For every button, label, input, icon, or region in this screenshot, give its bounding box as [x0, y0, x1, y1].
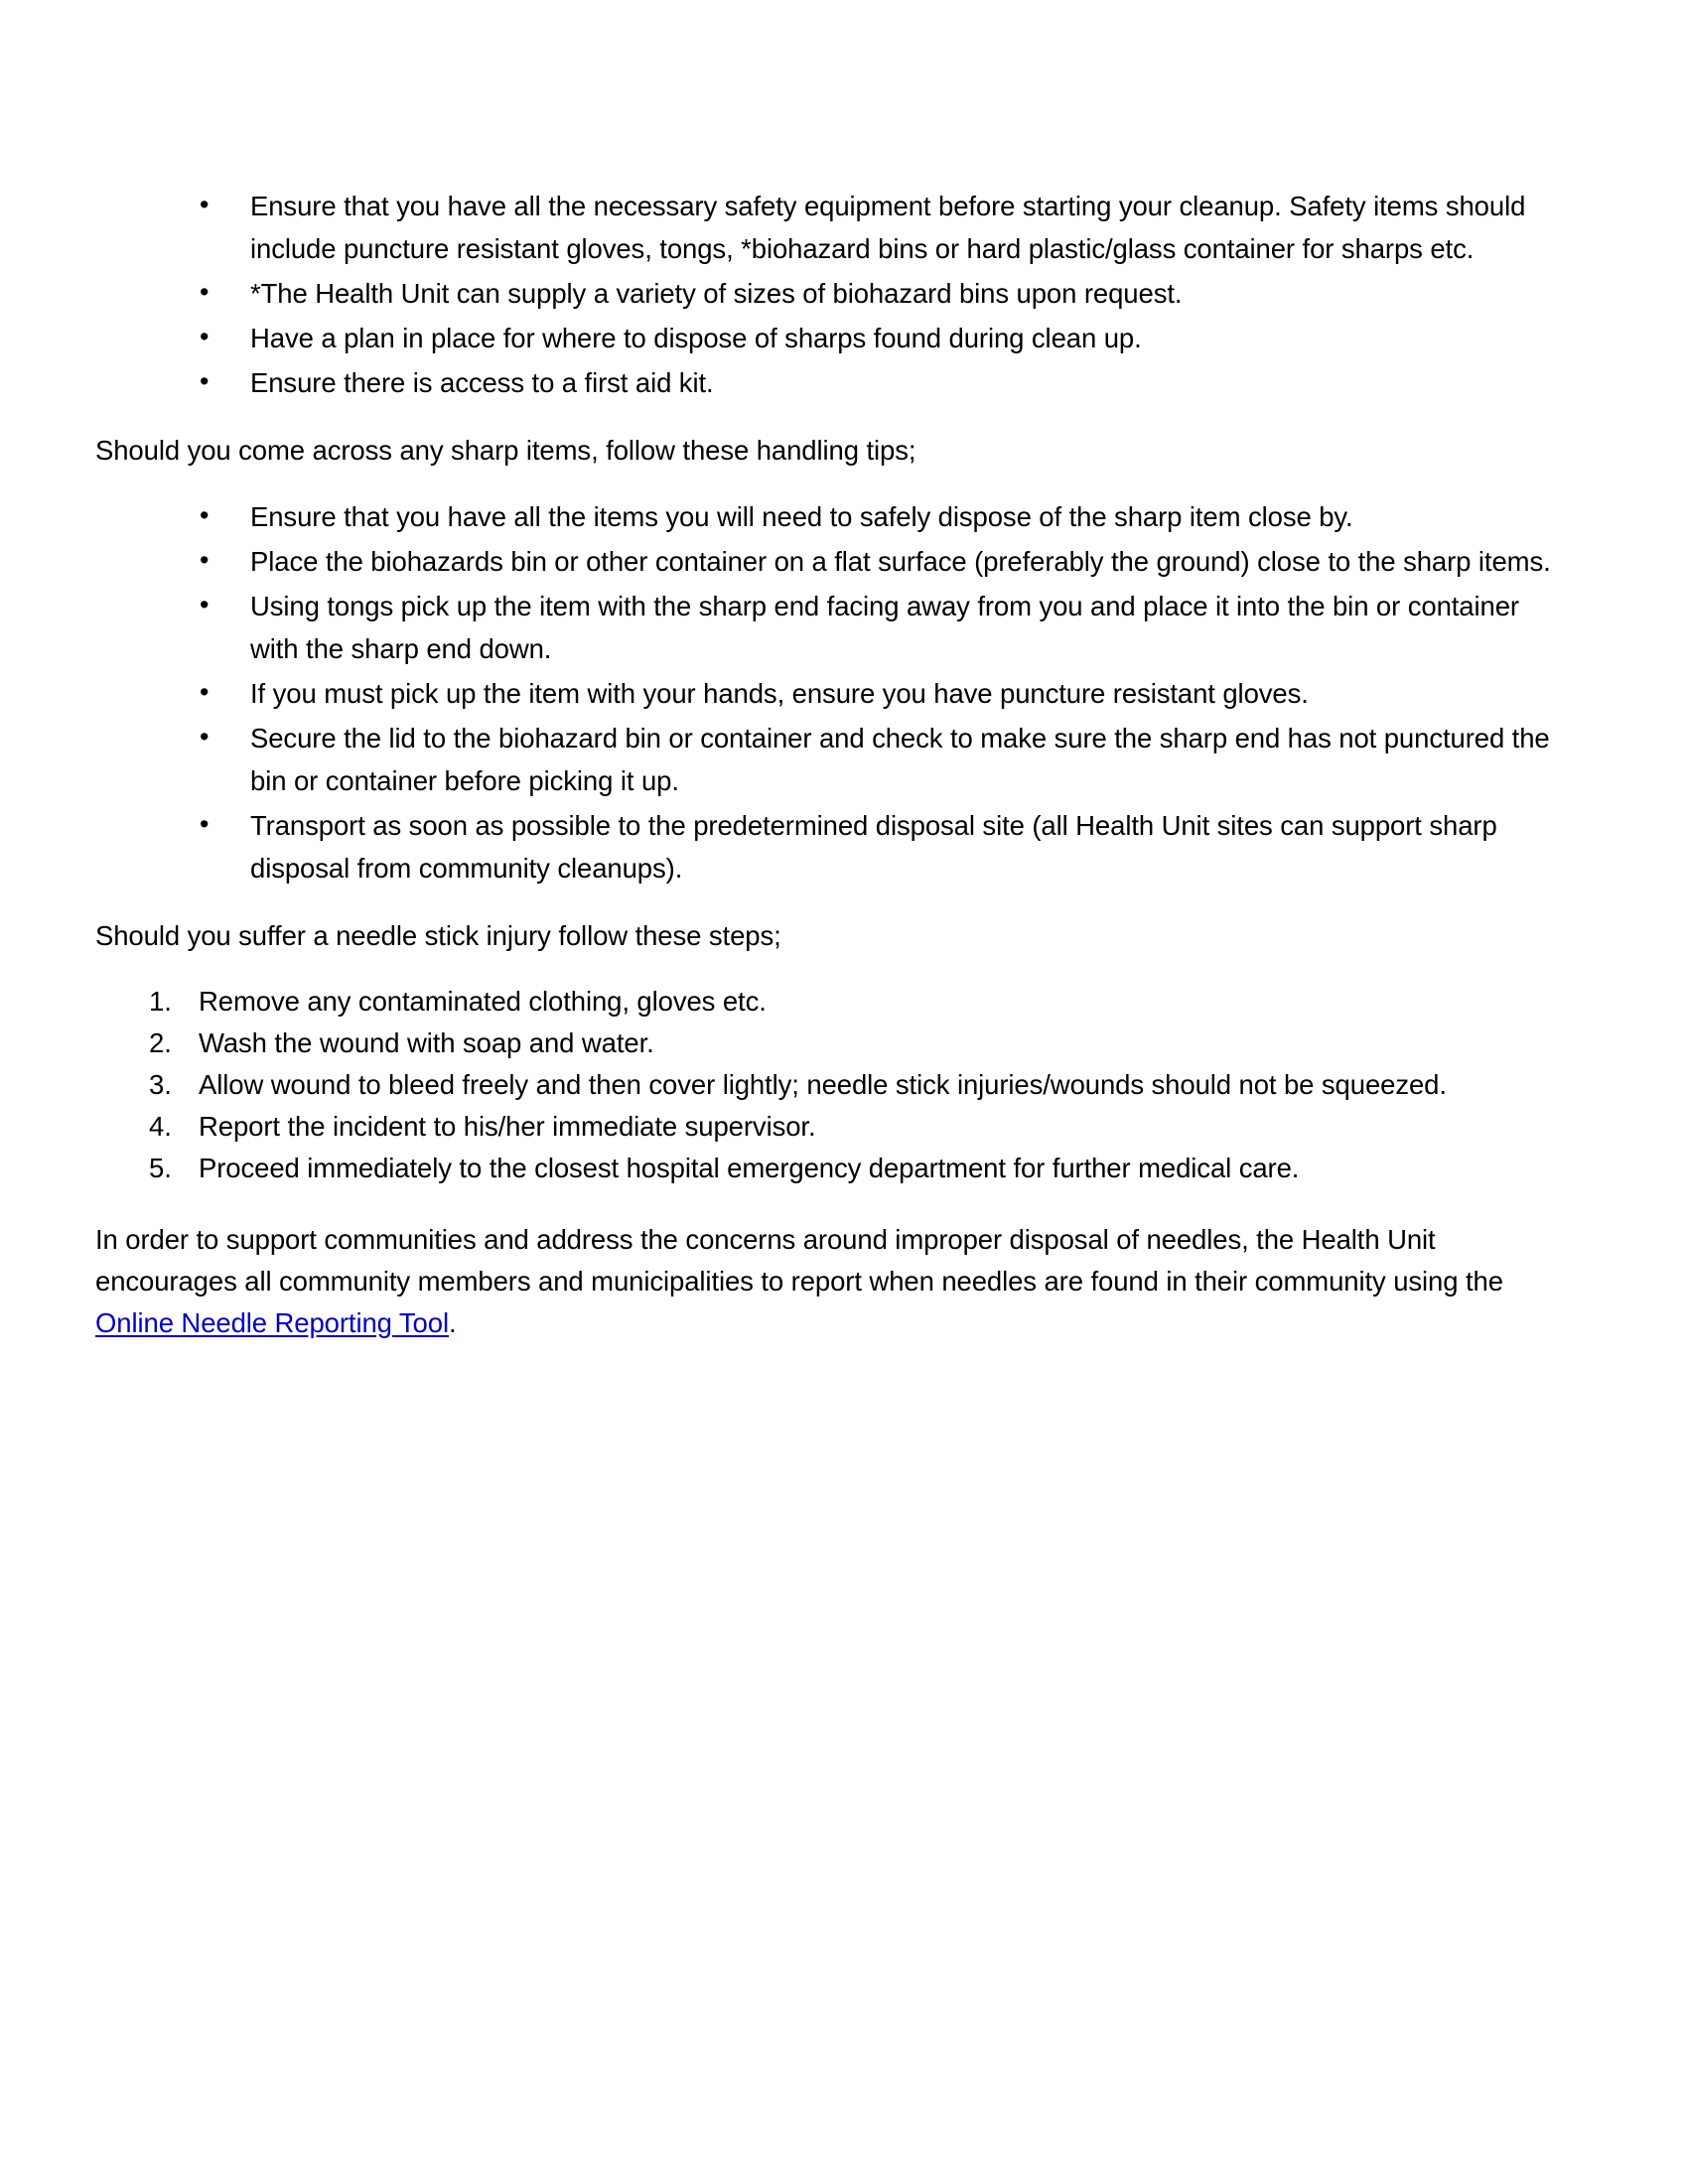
list-item: • Ensure that you have all the items you will need to safely dispose of the sharp item close by.: [95, 495, 1565, 538]
list-item: • Using tongs pick up the item with the sharp end facing away from you and place it into the bin or container with the sharp end down.: [95, 585, 1565, 670]
list-item: • Have a plan in place for where to dispose of sharps found during clean up.: [95, 317, 1565, 359]
handling-section-intro: Should you come across any sharp items, follow these handling tips;: [95, 435, 916, 466]
list-item: Remove any contaminated clothing, gloves etc.: [199, 986, 767, 1017]
list-item: • If you must pick up the item with your hands, ensure you have puncture resistant gloves.: [95, 672, 1565, 715]
spacer: [95, 957, 1565, 981]
list-item: Report the incident to his/her immediate supervisor.: [199, 1111, 816, 1142]
online-needle-reporting-tool-link[interactable]: Online Needle Reporting Tool: [95, 1307, 449, 1338]
handling-tips-list: [95, 495, 1565, 889]
spacer: [95, 891, 1565, 915]
spacer: [95, 1189, 1565, 1219]
list-item: • Transport as soon as possible to the predetermined disposal site (all Health Unit sites can support sharp disposal from community cleanups).: [95, 804, 1565, 889]
list-item: • Ensure there is access to a first aid kit.: [95, 361, 1565, 404]
spacer: [95, 472, 1565, 495]
preparation-list: [95, 185, 1565, 404]
injury-section-intro: Should you suffer a needle stick injury follow these steps;: [95, 920, 781, 951]
closing-paragraph-period: .: [448, 1307, 457, 1338]
list-item: Wash the wound with soap and water.: [199, 1027, 654, 1058]
document-body: [95, 185, 1565, 1344]
list-item: • Ensure that you have all the necessary safety equipment before starting your cleanup. Safety items should include puncture resistant gloves, tongs, *biohazard bins or hard plastic/glass container for sharps etc.: [95, 185, 1565, 270]
spacer: [95, 406, 1565, 430]
closing-paragraph: [95, 1219, 1565, 1344]
list-item: Proceed immediately to the closest hospital emergency department for further medical care.: [199, 1153, 1300, 1183]
list-item: • *The Health Unit can supply a variety of sizes of biohazard bins upon request.: [95, 272, 1565, 315]
closing-paragraph-text: In order to support communities and address the concerns around improper disposal of needles, the Health Unit encourages all community members and municipalities to report when needles are found in their community using the: [95, 1224, 1503, 1297]
injury-steps-list: [95, 981, 1565, 1188]
list-item: • Place the biohazards bin or other container on a flat surface (preferably the ground) close to the sharp items.: [95, 540, 1565, 583]
list-item: Allow wound to bleed freely and then cover lightly; needle stick injuries/wounds should not be squeezed.: [199, 1069, 1447, 1100]
list-item: • Secure the lid to the biohazard bin or container and check to make sure the sharp end has not punctured the bin or container before picking it up.: [95, 717, 1565, 802]
